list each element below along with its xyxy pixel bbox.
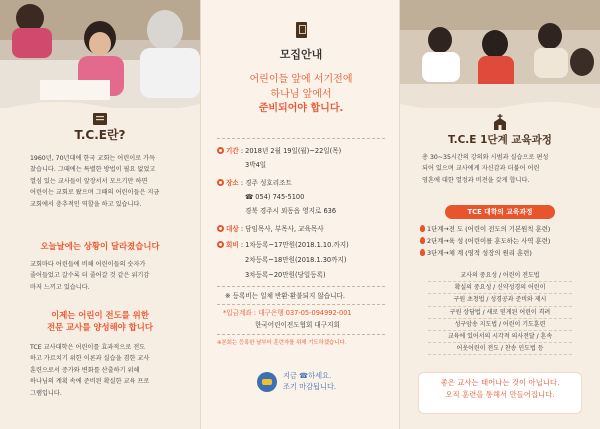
text-line: 오직 훈련을 통해서 만들어집니다.: [445, 390, 555, 399]
list-item: 구원 초청법 / 성경공과 준비와 제시: [428, 294, 572, 306]
refund-notice: ※ 등록비는 일체 반환·환불되지 않습니다.: [225, 292, 346, 300]
text-line: 좋은 교사는 태어나는 것이 아닙니다.: [440, 378, 560, 387]
bullet-icon: [217, 179, 224, 186]
fee-row: 회비 : 1차등록~17만원(2018.1.10.까지): [217, 240, 349, 250]
period-row: 기간 : 2018년 2월 19일(월)~22일(목): [217, 146, 341, 156]
fee-value: 1차등록~17만원(2018.1.10.까지): [245, 241, 349, 249]
list-item: [420, 235, 550, 247]
course-level-2: 2단계→육 성 (어린이를 훈도하는 사역 훈련): [427, 237, 551, 245]
period-value: 2018년 2월 19일(월)~22일(목): [245, 147, 342, 155]
curriculum-list: [400, 270, 600, 355]
tce-what-title: T.C.E란?: [74, 128, 126, 142]
text-line: 하나님의 계획 속에 준비된 확실한 교육 프로: [30, 378, 150, 386]
left-panel: [0, 0, 200, 429]
text-line: 교회에서 충추적인 역할을 하고 있습니다.: [30, 200, 142, 208]
church-icon: [492, 114, 508, 130]
fee-label: 회비: [226, 241, 239, 249]
curriculum-badge: TCE 대학의 교육과정: [445, 205, 555, 219]
flame-icon: [420, 249, 425, 256]
place-address: 경북 경주시 외동읍 영지로 636: [245, 207, 337, 215]
tce-intro: [30, 153, 159, 210]
program-text: [30, 342, 149, 399]
recruit-title: 모집안내: [279, 48, 323, 61]
period-label: 기간: [226, 147, 239, 155]
bullet-icon: [217, 241, 224, 248]
place-value: 경주 성호리조트: [245, 179, 292, 187]
tagline: [201, 73, 400, 117]
list-item: 어웃어린이 전도 / 찬송 인도법 등: [428, 343, 572, 355]
divider: [217, 304, 385, 305]
course-levels: [420, 223, 550, 259]
period-duration: 3박4일: [245, 161, 267, 169]
notebook-icon: [92, 111, 108, 125]
text-line: 훈련으로서 증가와 변화를 산출하기 위해: [30, 366, 140, 374]
middle-panel: [200, 0, 400, 429]
target-label: 대상: [226, 225, 239, 233]
fee-value: 3차등록~20만원(당일등록): [245, 271, 326, 279]
bullet-icon: [217, 225, 224, 232]
flame-icon: [420, 237, 425, 244]
call-to-action: [283, 371, 336, 392]
target-value: 담임목사, 부목사, 교육목사: [245, 225, 324, 233]
text-line: 하고 가르치기 위한 이론과 실습을 겸한 교사: [30, 355, 150, 363]
book-icon: [296, 22, 307, 38]
text-line: 어린이는 교회로 왔으며 그때의 어린이들은 지금: [30, 189, 160, 197]
divider: [217, 286, 385, 287]
quote: [400, 377, 600, 401]
text-line: 되어 있으며 교사에게 자신감과 더불어 어린: [422, 165, 540, 173]
text-line: 조기 마감됩니다.: [283, 381, 337, 391]
text-line: 총 30~35시간의 강의와 시범과 실습으로 편성: [422, 154, 549, 161]
text-line: 전문 교사를 양성해야 합니다: [47, 322, 153, 332]
account-holder: 한국어린이전도협회 대구지회: [255, 321, 340, 329]
right-panel: [400, 0, 600, 429]
list-item: [420, 223, 550, 235]
list-item: 구원 상담법 / 새로 믿게된 어린이 격려: [428, 307, 572, 319]
subheading-situation: 오늘날에는 상황이 달라졌습니다: [40, 241, 160, 251]
situation-text: [30, 259, 149, 293]
photo-classroom: [400, 0, 600, 108]
place-row: 장소 : 경주 성호리조트: [217, 178, 292, 188]
text-line: 교회마다 어린들에 비해 어린이들의 숫자가: [30, 261, 146, 268]
phone-icon: [257, 372, 277, 392]
prayer-note: ※본회는 등록한 날부터 훈련자를 위해 기도하겠습니다.: [217, 340, 347, 346]
list-item: 교사의 중요성 / 어린이 전도법: [428, 270, 572, 282]
flame-icon: [420, 225, 425, 232]
list-item: 성구암송 지도법 / 어린이 기도훈련: [428, 319, 572, 331]
text-line: 영혼에 대한 열정과 비전을 갖게 합니다.: [422, 176, 530, 184]
course-level-1: 1단계→전 도 (어린이 전도의 기본원칙 훈련): [427, 225, 551, 233]
text-line: 찼습니다. 그때에는 특별한 방법이 필요 없었고: [30, 166, 156, 174]
text-line: 그램입니다.: [30, 389, 62, 397]
fee-value: 2차등록~18만원(2018.1.30까지): [245, 256, 347, 264]
course-title: T.C.E 1단계 교육과정: [448, 134, 552, 146]
subheading-train-teachers: [0, 309, 200, 333]
target-row: 대상 : 담임목사, 부목사, 교육목사: [217, 224, 324, 234]
text-line: 1960년, 70년대에 한국 교회는 어린이로 가득: [30, 155, 156, 162]
place-label: 장소: [226, 179, 239, 187]
text-line: 마저 느끼고 있습니다.: [30, 283, 90, 291]
divider: [217, 334, 385, 335]
place-phone: ☎ 054) 745-5100: [245, 193, 305, 201]
list-item: 확실의 중요성 / 신약성경의 어린이: [428, 282, 572, 294]
divider: [217, 138, 385, 139]
list-item: 교육에 있어서의 시각적 의사전달 / 혼속: [428, 331, 572, 343]
bullet-icon: [217, 147, 224, 154]
course-intro: [422, 152, 548, 186]
text-line: 하나님 앞에서: [270, 88, 332, 100]
bank-account: *입금계좌 : 대구은행 037-05-094992-001: [223, 309, 352, 317]
text-line: 열심 있는 교사들이 앞장서서 모으기만 하면: [30, 177, 148, 185]
course-level-3: 3단계→체 계 (영적 성장의 원리 훈련): [427, 249, 532, 257]
text-line: 지금 ☎하세요.: [283, 371, 332, 380]
list-item: [420, 247, 550, 259]
text-line: TCE 교사대학은 어린이를 효과적으로 전도: [30, 344, 146, 351]
text-line: 준비되어야 합니다.: [258, 103, 344, 114]
photo-teachers-studying: [0, 0, 200, 108]
text-line: 이제는 어린이 전도를 위한: [51, 310, 149, 320]
text-line: 줄어들었고 갈수록 더 줄어갈 것 같은 위기감: [30, 272, 150, 280]
text-line: 어린이들 앞에 서기전에: [249, 74, 353, 85]
